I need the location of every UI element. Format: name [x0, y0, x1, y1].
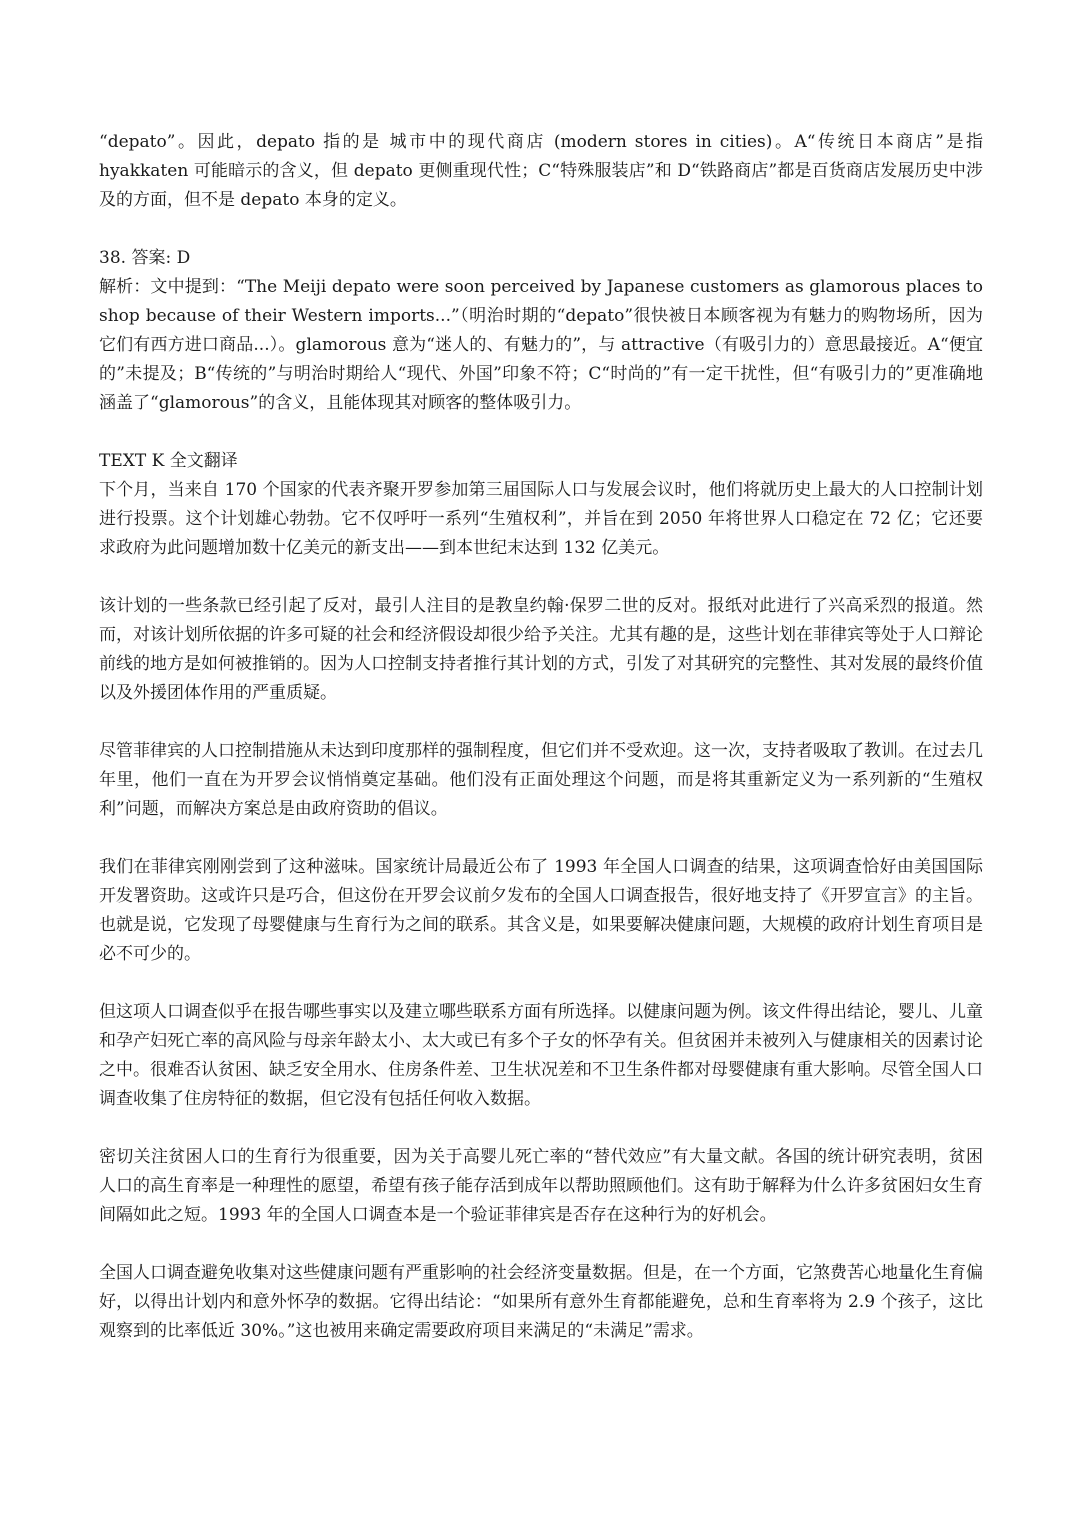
text-k-heading: TEXT K 全文翻译 [99, 451, 238, 471]
text-k-paragraph-6: 密切关注贫困人口的生育行为很重要，因为关于高婴儿死亡率的“替代效应”有大量文献。各国的统计研究表明，贫困人口的高生育率是一种理性的愿望，希望有孩子能存活到成年以帮助照顾他们。这有助于解释为什么许多贫困妇女生育间隔如此之短。1993 年的全国人口调查本是一个验证菲律宾是否存在这种行为的好机会。 [99, 1147, 983, 1225]
paragraph-gap [99, 215, 983, 244]
paragraph-gap [99, 418, 983, 447]
paragraph-gap [99, 969, 983, 998]
text-k-paragraph-1: 下个月，当来自 170 个国家的代表齐聚开罗参加第三届国际人口与发展会议时，他们将就历史上最大的人口控制计划进行投票。这个计划雄心勃勃。它不仅呼吁一系列“生殖权利”，并旨在到 2050 年将世界人口稳定在 72 亿；它还要求政府为此问题增加数十亿美元的新支出——到本世纪末达到 132 亿美元。 [99, 480, 983, 558]
q38-answer: 38. 答案: D [99, 248, 191, 268]
paragraph-gap [99, 1230, 983, 1259]
text-k-paragraph-4: 我们在菲律宾刚刚尝到了这种滋味。国家统计局最近公布了 1993 年全国人口调查的结果，这项调查恰好由美国国际开发署资助。这或许只是巧合，但这份在开罗会议前夕发布的全国人口调查报告，很好地支持了《开罗宣言》的主旨。也就是说，它发现了母婴健康与生育行为之间的联系。其含义是，如果要解决健康问题，大规模的政府计划生育项目是必不可少的。 [99, 857, 983, 964]
document-page [99, 128, 983, 1346]
text-k-paragraph-7: 全国人口调查避免收集对这些健康问题有严重影响的社会经济变量数据。但是，在一个方面，它煞费苦心地量化生育偏好，以得出计划内和意外怀孕的数据。它得出结论：“如果所有意外生育都能避免，总和生育率将为 2.9 个孩子，这比观察到的比率低近 30%。”这也被用来确定需要政府项目来满足的“未满足”需求。 [99, 1263, 983, 1341]
q38-explanation: 解析：文中提到：“The Meiji depato were soon perceived by Japanese customers as glamorous places to shop because of their Western imports...”（明治时期的“depato”很快被日本顾客视为有魅力的购物场所，因为它们有西方进口商品...）。glamorous 意为“迷人的、有魅力的”，与 attractive（有吸引力的）意思最接近。A“便宜的”未提及；B“传统的”与明治时期给人“现代、外国”印象不符；C“时尚的”有一定干扰性，但“有吸引力的”更准确地涵盖了“glamorous”的含义，且能体现其对顾客的整体吸引力。 [99, 277, 983, 413]
paragraph-gap [99, 708, 983, 737]
text-k-paragraph-3: 尽管菲律宾的人口控制措施从未达到印度那样的强制程度，但它们并不受欢迎。这一次，支持者吸取了教训。在过去几年里，他们一直在为开罗会议悄悄奠定基础。他们没有正面处理这个问题，而是将其重新定义为一系列新的“生殖权利”问题，而解决方案总是由政府资助的倡议。 [99, 741, 983, 819]
text-k-paragraph-2: 该计划的一些条款已经引起了反对，最引人注目的是教皇约翰·保罗二世的反对。报纸对此进行了兴高采烈的报道。然而，对该计划所依据的许多可疑的社会和经济假设却很少给予关注。尤其有趣的是，这些计划在菲律宾等处于人口辩论前线的地方是如何被推销的。因为人口控制支持者推行其计划的方式，引发了对其研究的完整性、其对发展的最终价值以及外援团体作用的严重质疑。 [99, 596, 983, 703]
q37-explanation-tail: “depato”。因此，depato 指的是 城市中的现代商店 (modern stores in cities)。A“传统日本商店”是指 hyakkaten 可能暗示的含义，但 depato 更侧重现代性；C“特殊服装店”和 D“铁路商店”都是百货商店发展历史中涉及的方面，但不是 depato 本身的定义。 [99, 132, 983, 210]
text-k-paragraph-5: 但这项人口调查似乎在报告哪些事实以及建立哪些联系方面有所选择。以健康问题为例。该文件得出结论，婴儿、儿童和孕产妇死亡率的高风险与母亲年龄太小、太大或已有多个子女的怀孕有关。但贫困并未被列入与健康相关的因素讨论之中。很难否认贫困、缺乏安全用水、住房条件差、卫生状况差和不卫生条件都对母婴健康有重大影响。尽管全国人口调查收集了住房特征的数据，但它没有包括任何收入数据。 [99, 1002, 983, 1109]
paragraph-gap [99, 563, 983, 592]
paragraph-gap [99, 824, 983, 853]
paragraph-gap [99, 1114, 983, 1143]
